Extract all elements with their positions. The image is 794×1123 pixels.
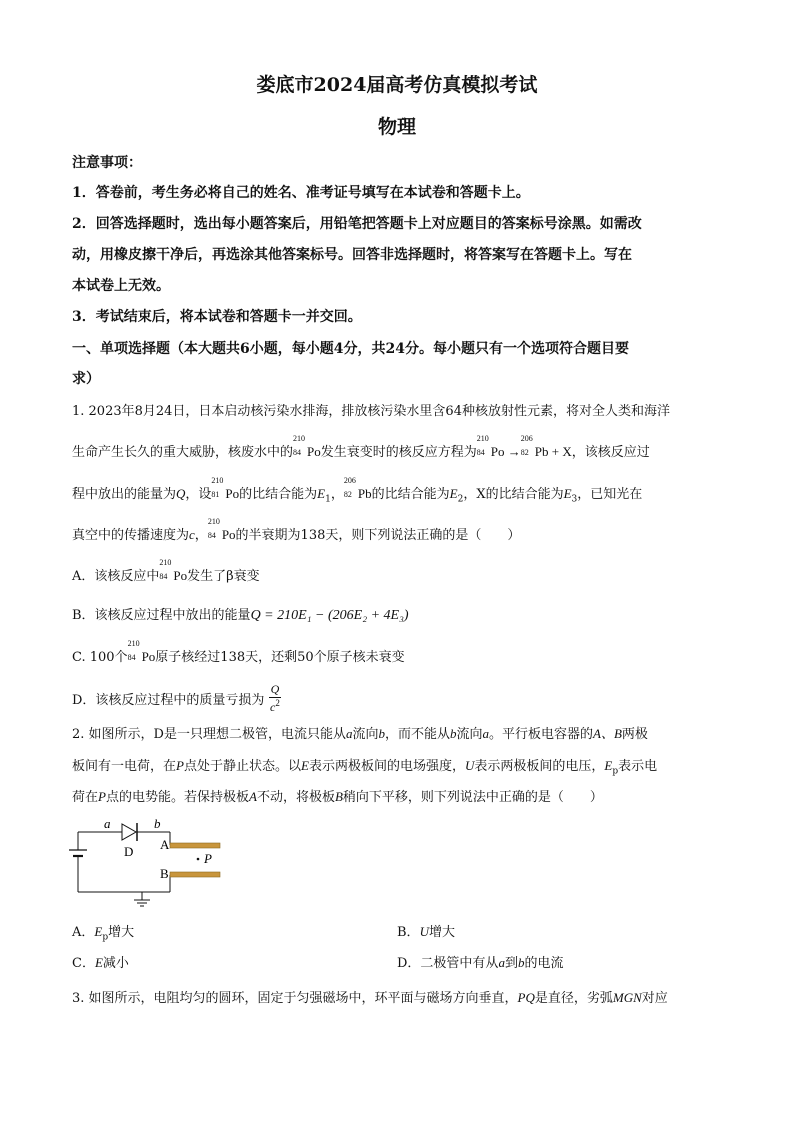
q1-line-3: 程中放出的能量为Q，设 210 81 Po的比结合能为$E_1$， 206 82 Pb的比结合能为$E_2$，X的比结合能为$E_3$，已知光在 [72,476,643,505]
q1-option-d: D．该核反应过程中的质量亏损为 $\frac{Q}{c^2}$ [72,682,280,714]
notice-item-1: 1．答卷前，考生务必将自己的姓名、准考证号填写在本试卷和答题卡上。 [72,185,530,201]
q1-option-b: B．该核反应过程中放出的能量Q = 210E₁ − (206E₂ + 4E₃) [72,608,409,623]
exam-title: 娄底市2024届高考仿真模拟考试 [256,74,538,96]
notice-item-3: 3．考试结束后，将本试卷和答题卡一并交回。 [72,309,362,325]
q1-line-4: 真空中的传播速度为c， 210 84 Po的半衰期为138天，则下列说法正确的是（ ） [72,517,521,543]
label-b: b [154,816,161,831]
q1-line-2: 生命产生长久的重大威胁，核废水中的 210 84 Po发生衰变时的核反应方程为 210 84 Po → 206 82 Pb + X，该核反应过 [72,434,650,460]
q2-option-a: A．$E_p$增大 [72,924,135,943]
label-plate-a: A [160,837,170,852]
label-d: D [124,844,134,859]
notice-item-2-line-2: 动，用橡皮擦干净后，再选涂其他答案标号。回答非选择题时，将答案写在答题卡上。写在 [72,247,632,263]
section1-heading-line-1: 一、单项选择题（本大题共6小题，每小题4分，共24分。每小题只有一个选项符合题目要 [72,341,629,357]
label-a: a [104,816,111,831]
q2-circuit-diagram [62,814,232,912]
notice-heading: 注意事项： [72,155,142,171]
label-p: P [204,851,212,866]
q1-option-c: C. 100个 210 84 Po原子核经过138天，还剩50个原子核未衰变 [72,639,405,665]
q1-line-1: 1. 2023年8月24日，日本启动核污染水排海，排放核污染水里含64种核放射性元素，将对全人类和海洋 [72,404,670,419]
section1-heading-line-2: 求） [72,371,100,387]
q2-option-c: C．E减小 [72,955,129,971]
q2-line-1: 2. 如图所示，D是一只理想二极管，电流只能从a流向b，而不能从b流向a。平行板电容器的A、B两极 [72,726,648,742]
exam-subject: 物理 [377,116,416,138]
q2-option-b: B．U增大 [397,924,455,940]
charge-point-p [197,858,200,861]
q2-option-d: D．二极管中有从a到b的电流 [397,955,564,971]
notice-item-2-line-3: 本试卷上无效。 [72,278,170,294]
q2-line-2: 板间有一电荷，在P点处于静止状态。以E表示两极板间的电场强度，U表示两极板间的电压，$E_p$表示电 [72,758,658,777]
notice-item-2-line-1: 2．回答选择题时，选出每小题答案后，用铅笔把答题卡上对应题目的答案标号涂黑。如需改 [72,216,642,232]
q3-line-1: 3. 如图所示，电阻均匀的圆环，固定于匀强磁场中，环平面与磁场方向垂直，PQ是直径，劣弧MGN对应 [72,990,668,1006]
q1-option-a: A．该核反应中 210 84 Po发生了β衰变 [72,558,260,584]
q2-line-3: 荷在P点的电势能。若保持极板A不动，将极板B稍向下平移，则下列说法中正确的是（ ） [72,789,603,805]
capacitor-plate-b [170,872,220,877]
label-plate-b: B [160,866,169,881]
capacitor-plate-a [170,843,220,848]
